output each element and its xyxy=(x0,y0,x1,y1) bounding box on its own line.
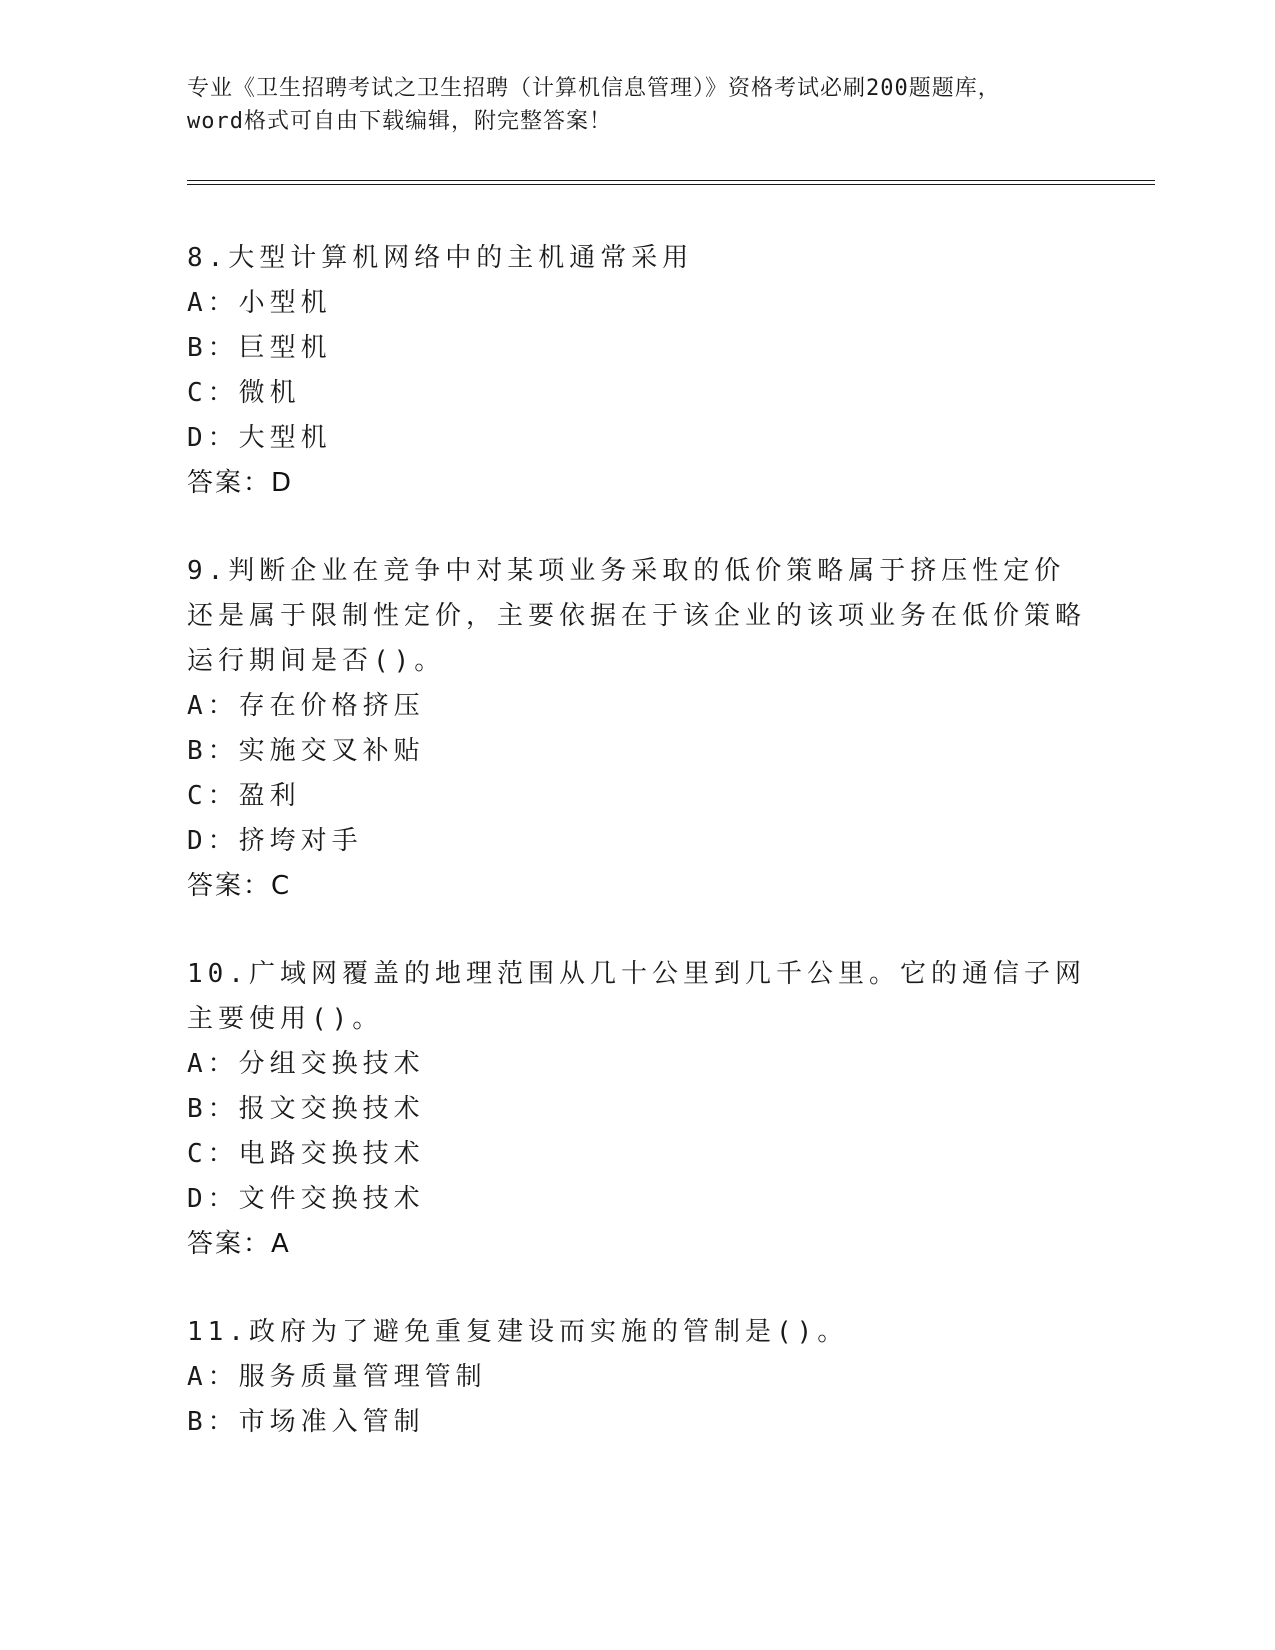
question-item xyxy=(187,236,1087,506)
option-d: D：文件交换技术 xyxy=(187,1184,425,1214)
header-line-1: 专业《卫生招聘考试之卫生招聘（计算机信息管理）》资格考试必刷200题题库， xyxy=(187,76,1001,101)
option-a: A：分组交换技术 xyxy=(187,1049,425,1079)
option-b: B：实施交叉补贴 xyxy=(187,736,425,766)
question-stem: 10.广域网覆盖的地理范围从几十公里到几千公里。它的通信子网主要使用()。 xyxy=(187,959,1086,1034)
option-d: D：挤垮对手 xyxy=(187,826,363,856)
option-a: A：存在价格挤压 xyxy=(187,691,425,721)
option-b: B：报文交换技术 xyxy=(187,1094,425,1124)
option-c: C：电路交换技术 xyxy=(187,1139,425,1169)
option-c: C：微机 xyxy=(187,378,301,408)
header-divider-top xyxy=(187,180,1155,181)
header-line-2: word格式可自由下载编辑，附完整答案！ xyxy=(187,109,612,134)
answer: 答案：D xyxy=(187,468,294,498)
question-stem: 9.判断企业在竞争中对某项业务采取的低价策略属于挤压性定价还是属于限制性定价，主要依据在于该企业的该项业务在低价策略运行期间是否()。 xyxy=(187,556,1087,676)
question-item xyxy=(187,549,1087,909)
option-c: C：盈利 xyxy=(187,781,301,811)
option-b: B：市场准入管制 xyxy=(187,1407,425,1437)
header-divider-bottom xyxy=(187,184,1155,185)
question-item xyxy=(187,1310,1087,1445)
question-stem: 8.大型计算机网络中的主机通常采用 xyxy=(187,243,694,273)
option-a: A：服务质量管理管制 xyxy=(187,1362,487,1392)
option-a: A：小型机 xyxy=(187,288,332,318)
question-item xyxy=(187,952,1087,1267)
option-b: B：巨型机 xyxy=(187,333,332,363)
question-stem: 11.政府为了避免重复建设而实施的管制是()。 xyxy=(187,1317,849,1347)
question-list xyxy=(187,236,1087,1488)
document-header xyxy=(187,72,1087,138)
option-d: D：大型机 xyxy=(187,423,332,453)
answer: 答案：C xyxy=(187,871,292,901)
answer: 答案：A xyxy=(187,1229,291,1259)
